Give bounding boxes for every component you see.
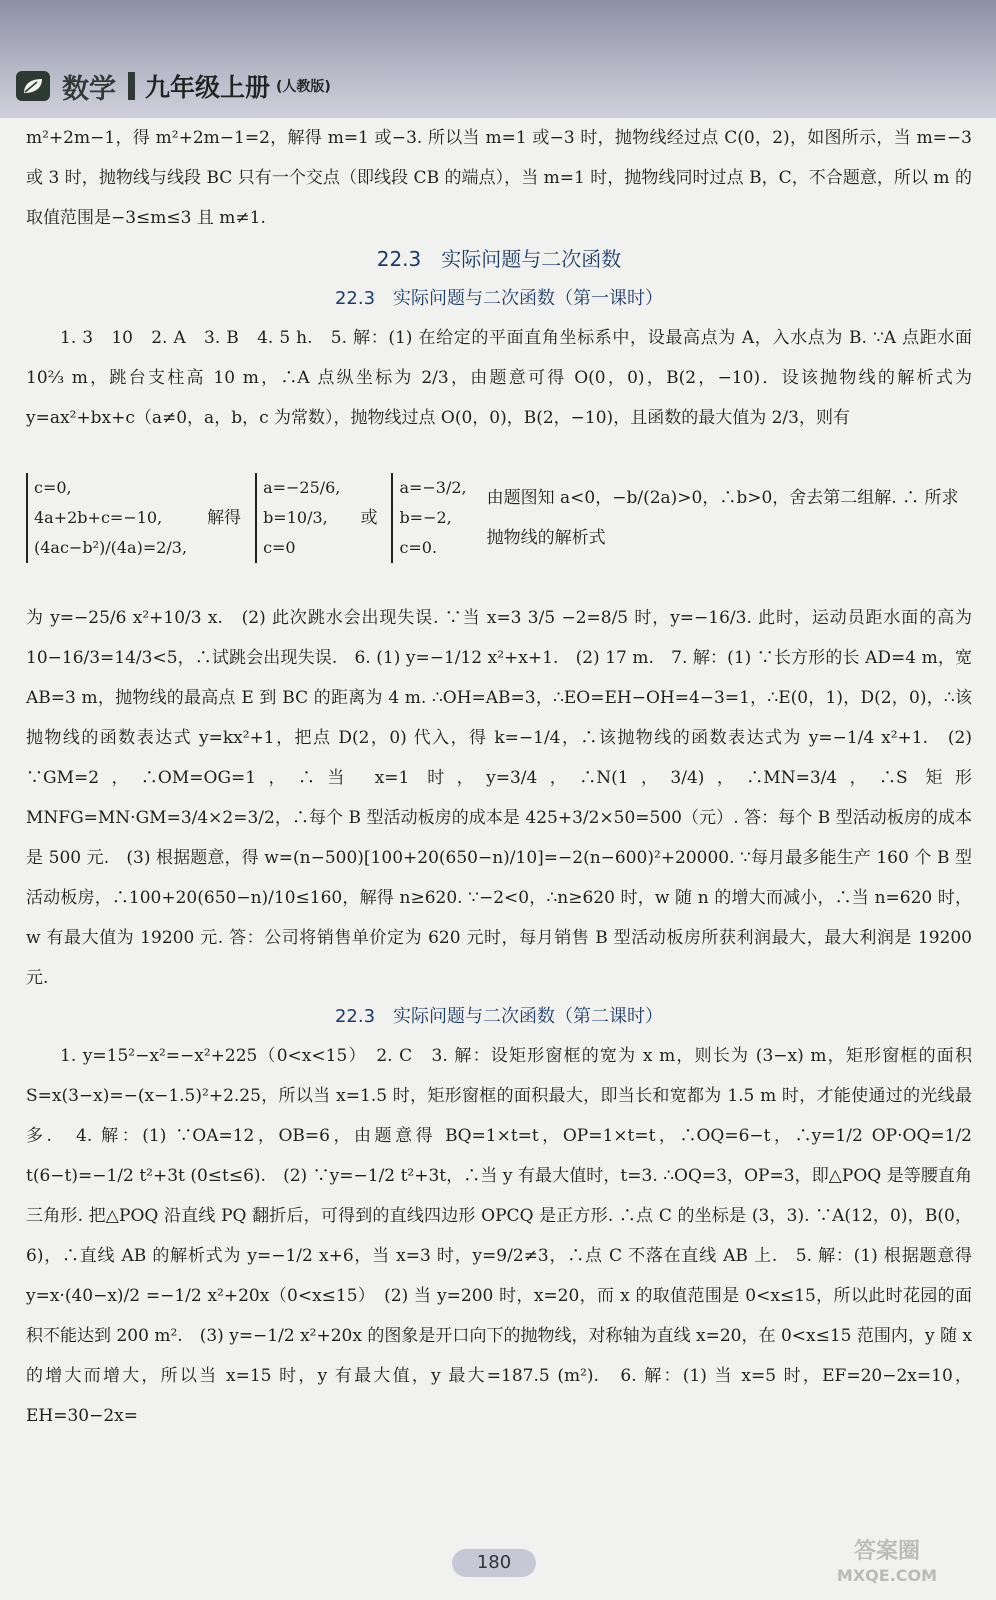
page-number: 180 (452, 1549, 536, 1577)
header-row (0, 62, 331, 110)
page-header (0, 0, 996, 118)
edition-label: (人教版) (276, 79, 331, 95)
lesson2-body: 1. y=15²−x²=−x²+225（0<x<15） 2. C 3. 解：设矩形窗框的宽为 x m，则长为 (3−x) m，矩形窗框的面积 S=x(3−x)=−(x−1.5)²+2.25，所以当 x=1.5 时，矩形窗框的面积最大，即当长和宽都为 1.5 m 时，才能使通过的光线最多. 4. 解：(1) ∵OA=12，OB=6，由题意得 BQ=1×t=t，OP=1×t=t，∴OQ=6−t，∴y=1/2 OP·OQ=1/2 t(6−t)=−1/2 t²+3t (0≤t≤6). (2) ∵y=−1/2 t²+3t，∴当 y 有最大值时，t=3. ∴OQ=3，OP=3，即△POQ 是等腰直角三角形. 把△POQ 沿直线 PQ 翻折后，可得到的直线四边形 OPCQ 是正方形. ∴点 C 的坐标是 (3，3). ∵A(12，0)，B(0，6)，∴直线 AB 的解析式为 y=−1/2 x+6，当 x=3 时，y=9/2≠3，∴点 C 不落在直线 AB 上. 5. 解：(1) 根据题意得 y=x·(40−x)/2 =−1/2 x²+20x（0<x≤15） (2) 当 y=200 时，x=20，而 x 的取值范围是 0<x≤15，所以此时花园的面积不能达到 200 m². (3) y=−1/2 x²+20x 的图象是开口向下的抛物线，对称轴为直线 x=20，在 0<x≤15 范围内，y 随 x 的增大而增大，所以当 x=15 时，y 有最大值，y 最大=187.5 (m²). 6. 解：(1) 当 x=5 时，EF=20−2x=10，EH=30−2x= (26, 1046, 972, 1426)
equation-line: (4ac−b²)/(4a)=2/3, (34, 538, 188, 557)
section-title: 22.3 实际问题与二次函数 (376, 247, 622, 271)
watermark-main: 答案圈 (853, 1539, 920, 1564)
equation-system (26, 438, 972, 598)
equation-system-given (26, 473, 187, 563)
lesson1-intro: 1. 3 10 2. A 3. B 4. 5 h. 5. 解：(1) 在给定的平面直角坐标系中，设最高点为 A，入水点为 B. ∵A 点距水面 10⅔ m，跳台支柱高 10 m，∴A 点纵坐标为 2/3，由题意可得 O(0，0)，B(2，−10)．设该抛物线的解析式为 y=ax²+bx+c（a≠0，a，b，c 为常数），抛物线过点 O(0，0)，B(2，−10)，且函数的最大值为 2/3，则有 (26, 328, 972, 428)
solution-line: a=−3/2, (399, 478, 467, 497)
grade-label: 九年级上册 (145, 73, 271, 102)
solution-set-1 (255, 473, 340, 563)
lesson1-title: 22.3 实际问题与二次函数（第一课时） (334, 288, 664, 309)
paragraph-continuation: m²+2m−1，得 m²+2m−1=2，解得 m=1 或−3. 所以当 m=1 或−3 时，抛物线经过点 C(0，2)，如图所示，当 m=−3 或 3 时，抛物线与线段 BC 只有一个交点（即线段 CB 的端点），当 m=1 时，抛物线同时过点 B，C，不合题意，所以 m 的取值范围是−3≤m≤3 且 m≠1. (26, 128, 972, 228)
solution-line: b=−2, (399, 508, 452, 527)
lesson2-title: 22.3 实际问题与二次函数（第二课时） (334, 1006, 664, 1027)
system-note: 由题图知 a<0，−b/(2a)>0，∴b>0，舍去第二组解. ∴ 所求抛物线的解析式 (486, 488, 959, 548)
equation-line: c=0, (34, 478, 72, 497)
header-divider (128, 72, 135, 100)
solution-line: a=−25/6, (263, 478, 341, 497)
lesson1-body: 为 y=−25/6 x²+10/3 x. (2) 此次跳水会出现失误. ∵当 x=3 3/5 −2=8/5 时，y=−16/3. 此时，运动员距水面的高为 10−16/3=14/3<5，∴试跳会出现失误. 6. (1) y=−1/12 x²+x+1. (2) 17 m. 7. 解：(1) ∵长方形的长 AD=4 m，宽 AB=3 m，抛物线的最高点 E 到 BC 的距离为 4 m. ∴OH=AB=3，∴EO=EH−OH=4−3=1，∴E(0，1)，D(2，0)，∴该抛物线的函数表达式 y=kx²+1，把点 D(2，0) 代入，得 k=−1/4，∴该抛物线的函数表达式为 y=−1/4 x²+1. (2) ∵GM=2，∴OM=OG=1，∴当 x=1 时，y=3/4，∴N(1，3/4)，∴MN=3/4，∴S 矩形 MNFG=MN·GM=3/4×2=3/2，∴每个 B 型活动板房的成本是 425+3/2×50=500（元）. 答：每个 B 型活动板房的成本是 500 元. (3) 根据题意，得 w=(n−500)[100+20(650−n)/10]=−2(n−600)²+20000. ∵每月最多能生产 160 个 B 型活动板房，∴100+20(650−n)/10≤160，解得 n≥620. ∵−2<0，∴n≥620 时，w 随 n 的增大而减小，∴当 n=620 时，w 有最大值为 19200 元. 答：公司将销售单价定为 620 元时，每月销售 B 型活动板房所获利润最大，最大利润是 19200 元. (26, 608, 972, 988)
subject-label: 数学 (62, 73, 116, 105)
solve-word: 解得 (207, 508, 242, 528)
watermark (792, 1540, 982, 1592)
answer-content (26, 118, 972, 1436)
solution-line: c=0. (399, 538, 438, 557)
or-word: 或 (360, 508, 378, 528)
solution-line: b=10/3, (263, 508, 328, 527)
equation-line: 4a+2b+c=−10, (34, 508, 163, 527)
leaf-logo-icon (16, 71, 50, 101)
solution-line: c=0 (263, 538, 296, 557)
solution-set-2 (391, 473, 466, 563)
watermark-url: MXQE.COM (836, 1566, 938, 1585)
